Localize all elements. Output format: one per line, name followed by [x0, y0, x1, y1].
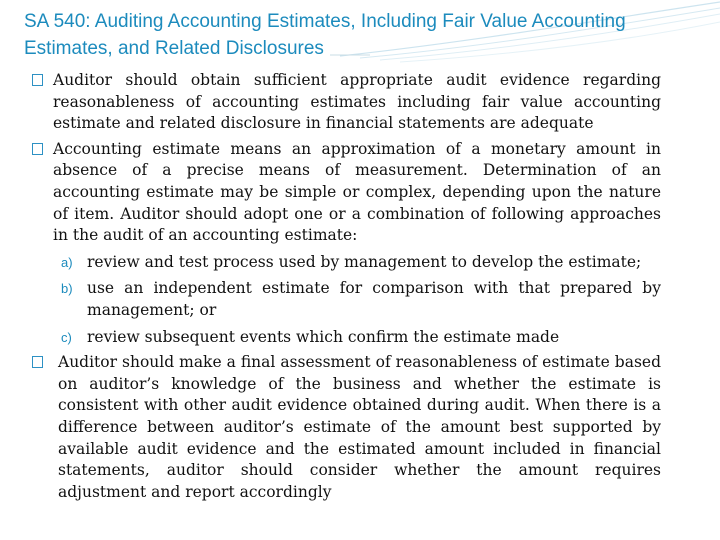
- sub-item-marker: c): [61, 329, 72, 345]
- bullet-item: [32, 139, 661, 247]
- bullet-item: [32, 70, 661, 135]
- sub-item-text: use an independent estimate for comparison with that prepared by management; or: [87, 279, 661, 319]
- bullet-text: Accounting estimate means an approximation of a monetary amount in absence of a precise means of measurement. Determination of an accounting estimate may be simple or complex, depending upon the nature of item. Auditor should adopt one or a combination of following approaches in the audit of an accounting estimate:: [53, 139, 661, 245]
- sub-item-text: review and test process used by management to develop the estimate;: [87, 252, 642, 271]
- slide-title: SA 540: Auditing Accounting Estimates, Including Fair Value Accounting Estimates, and Related Disclosures: [24, 11, 626, 59]
- bullet-item: [32, 352, 661, 503]
- sub-item-marker: a): [61, 254, 73, 270]
- sub-item-text: review subsequent events which confirm the estimate made: [87, 327, 560, 346]
- sub-item: [32, 327, 661, 349]
- square-bullet-icon: [32, 356, 43, 368]
- square-bullet-icon: [32, 74, 43, 86]
- sub-item: [32, 278, 661, 321]
- square-bullet-icon: [32, 143, 43, 155]
- bullet-text: Auditor should obtain sufficient appropriate audit evidence regarding reasonableness of accounting estimates including fair value accounting estimate and related disclosure in financial statements are adequate: [53, 71, 661, 133]
- bullet-text: Auditor should make a final assessment of reasonableness of estimate based on auditor’s knowledge of the business and whether the estimate is consistent with other audit evidence obtained during audit. When there is a difference between auditor’s estimate of the amount best supported by available audit evidence and the estimated amount included in financial statements, auditor should consider whether the amount requires adjustment and report accordingly: [58, 353, 661, 501]
- slide-content: [32, 70, 661, 507]
- sub-item-marker: b): [61, 281, 73, 297]
- sub-item: [32, 252, 661, 274]
